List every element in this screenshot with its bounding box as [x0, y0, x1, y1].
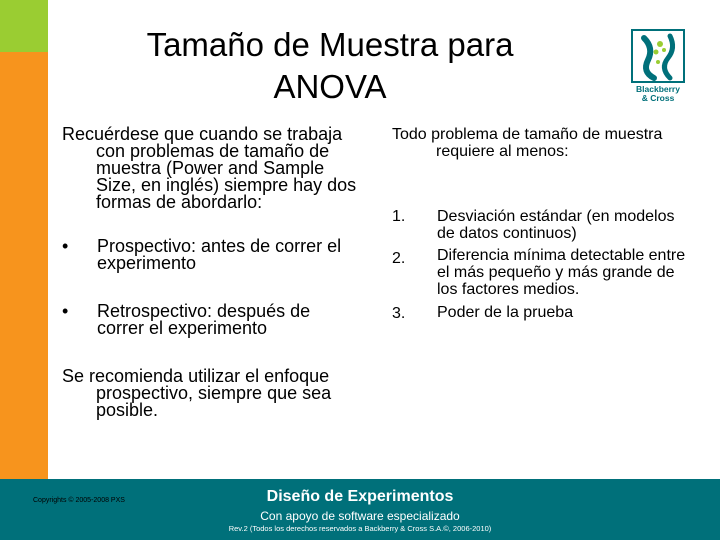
logo-line-1: Blackberry	[636, 84, 680, 94]
recommendation-text: Se recomienda utilizar el enfoque prospectivo, siempre que sea posible.	[62, 366, 332, 420]
requirement-text: Desviación estándar (en modelos de datos continuos)	[437, 208, 675, 242]
footer-title: Diseño de Experimentos	[266, 488, 454, 505]
accent-bar-orange	[0, 52, 48, 479]
footer-revision: Rev.2 (Todos los derechos reservados a Backberry & Cross S.A.©, 2006-2010)	[228, 524, 492, 533]
footer-subtitle: Con apoyo de software especializado	[260, 509, 460, 523]
bullet-item-retrospectivo	[62, 303, 362, 337]
title-line-2: ANOVA	[273, 68, 387, 105]
logo-line-2: & Cross	[641, 93, 675, 103]
left-column	[62, 126, 362, 419]
blackberry-logo-icon	[630, 28, 686, 104]
bullet-text: Retrospectivo: después de correr el experimento	[97, 301, 311, 338]
requirement-number: 3.	[392, 305, 406, 322]
requirement-number: 2.	[392, 250, 406, 267]
requirements-intro: Todo problema de tamaño de muestra requiere al menos:	[392, 126, 663, 160]
right-column	[392, 126, 702, 322]
accent-bar-green	[0, 0, 48, 52]
bullet-item-prospectivo	[62, 238, 362, 272]
bullet-text: Prospectivo: antes de correr el experimento	[97, 236, 342, 273]
bullet-icon: •	[62, 236, 69, 256]
blackberry-logo	[630, 28, 686, 104]
requirement-text: Diferencia mínima detectable entre el más pequeño y más grande de los factores medios.	[437, 247, 686, 298]
bullet-icon: •	[62, 301, 69, 321]
requirement-number: 1.	[392, 208, 406, 225]
intro-text: Recuérdese que cuando se trabaja con problemas de tamaño de muestra (Power and Sample Size, en inglés) siempre hay dos formas de abordarlo:	[62, 124, 357, 212]
slide-title	[80, 24, 580, 108]
requirement-text: Poder de la prueba	[437, 304, 574, 321]
copyright-text: Copyrights © 2005-2008 PXS	[33, 497, 125, 504]
title-line-1: Tamaño de Muestra para	[146, 26, 514, 63]
